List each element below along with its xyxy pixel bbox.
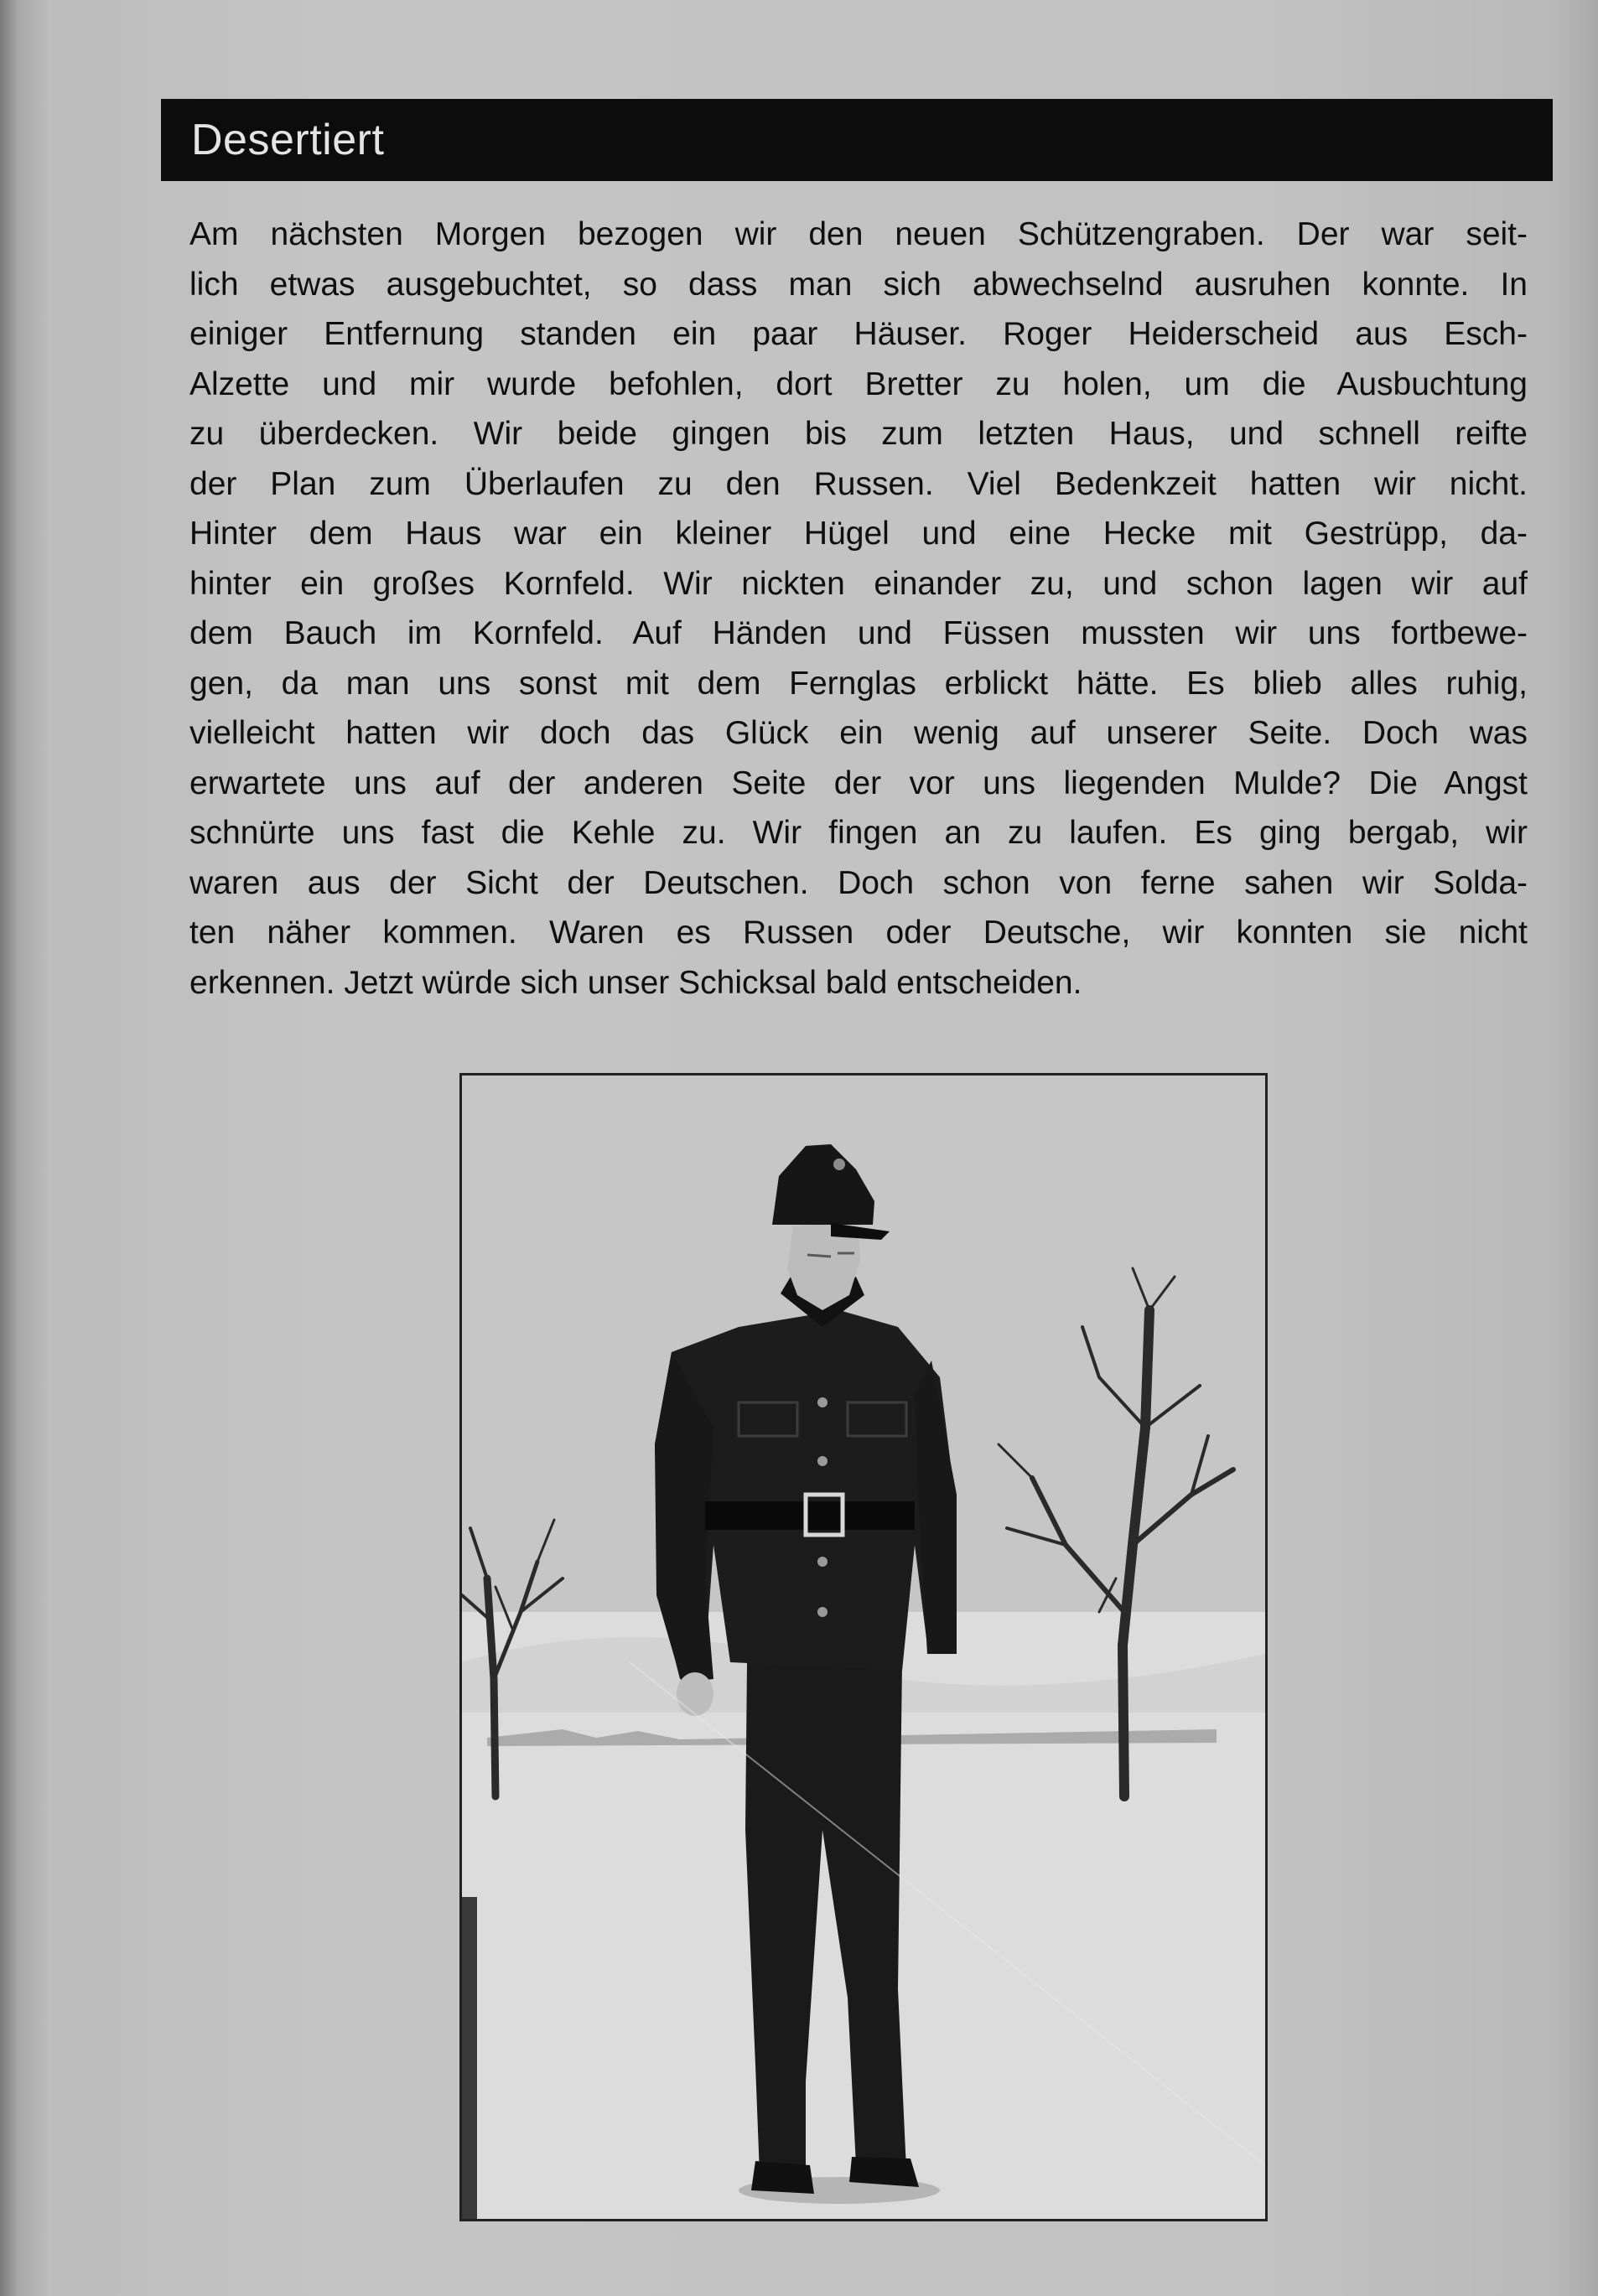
body-line: vielleicht hatten wir doch das Glück ein wenig auf unserer Seite. Doch was	[189, 715, 1528, 751]
body-line: dem Bauch im Kornfeld. Auf Händen und Füssen mussten wir uns fortbewe-	[189, 615, 1528, 651]
body-line: waren aus der Sicht der Deutschen. Doch schon von ferne sahen wir Solda-	[189, 864, 1528, 901]
body-line: Am nächsten Morgen bezogen wir den neuen Schützengraben. Der war seit-	[189, 216, 1528, 252]
photograph-soldier-in-snow-icon	[462, 1075, 1265, 2219]
body-line: hinter ein großes Kornfeld. Wir nickten einander zu, und schon lagen wir auf	[189, 565, 1528, 602]
body-paragraph	[189, 210, 1528, 1008]
body-line: erwartete uns auf der anderen Seite der vor uns liegenden Mulde? Die Angst	[189, 764, 1528, 801]
body-line: lich etwas ausgebuchtet, so dass man sich abwechselnd ausruhen konnte. In	[189, 266, 1528, 303]
section-title-bar	[161, 99, 1553, 181]
body-line: schnürte uns fast die Kehle zu. Wir fingen an zu laufen. Es ging bergab, wir	[189, 815, 1528, 851]
body-line: gen, da man uns sonst mit dem Fernglas erblickt hätte. Es blieb alles ruhig,	[189, 665, 1528, 702]
body-line: zu überdecken. Wir beide gingen bis zum letzten Haus, und schnell reifte	[189, 416, 1528, 452]
body-line: Hinter dem Haus war ein kleiner Hügel und eine Hecke mit Gestrüpp, da-	[189, 516, 1528, 552]
body-line: Alzette und mir wurde befohlen, dort Bretter zu holen, um die Ausbuchtung	[189, 365, 1528, 402]
body-line: ten näher kommen. Waren es Russen oder Deutsche, wir konnten sie nicht	[189, 915, 1528, 951]
body-line: einiger Entfernung standen ein paar Häuser. Roger Heiderscheid aus Esch-	[189, 316, 1528, 352]
body-line: erkennen. Jetzt würde sich unser Schicksal bald entscheiden.	[189, 964, 1082, 1001]
photograph	[459, 1073, 1268, 2221]
body-line: der Plan zum Überlaufen zu den Russen. Viel Bedenkzeit hatten wir nicht.	[189, 465, 1528, 502]
section-title: Desertiert	[191, 116, 385, 164]
